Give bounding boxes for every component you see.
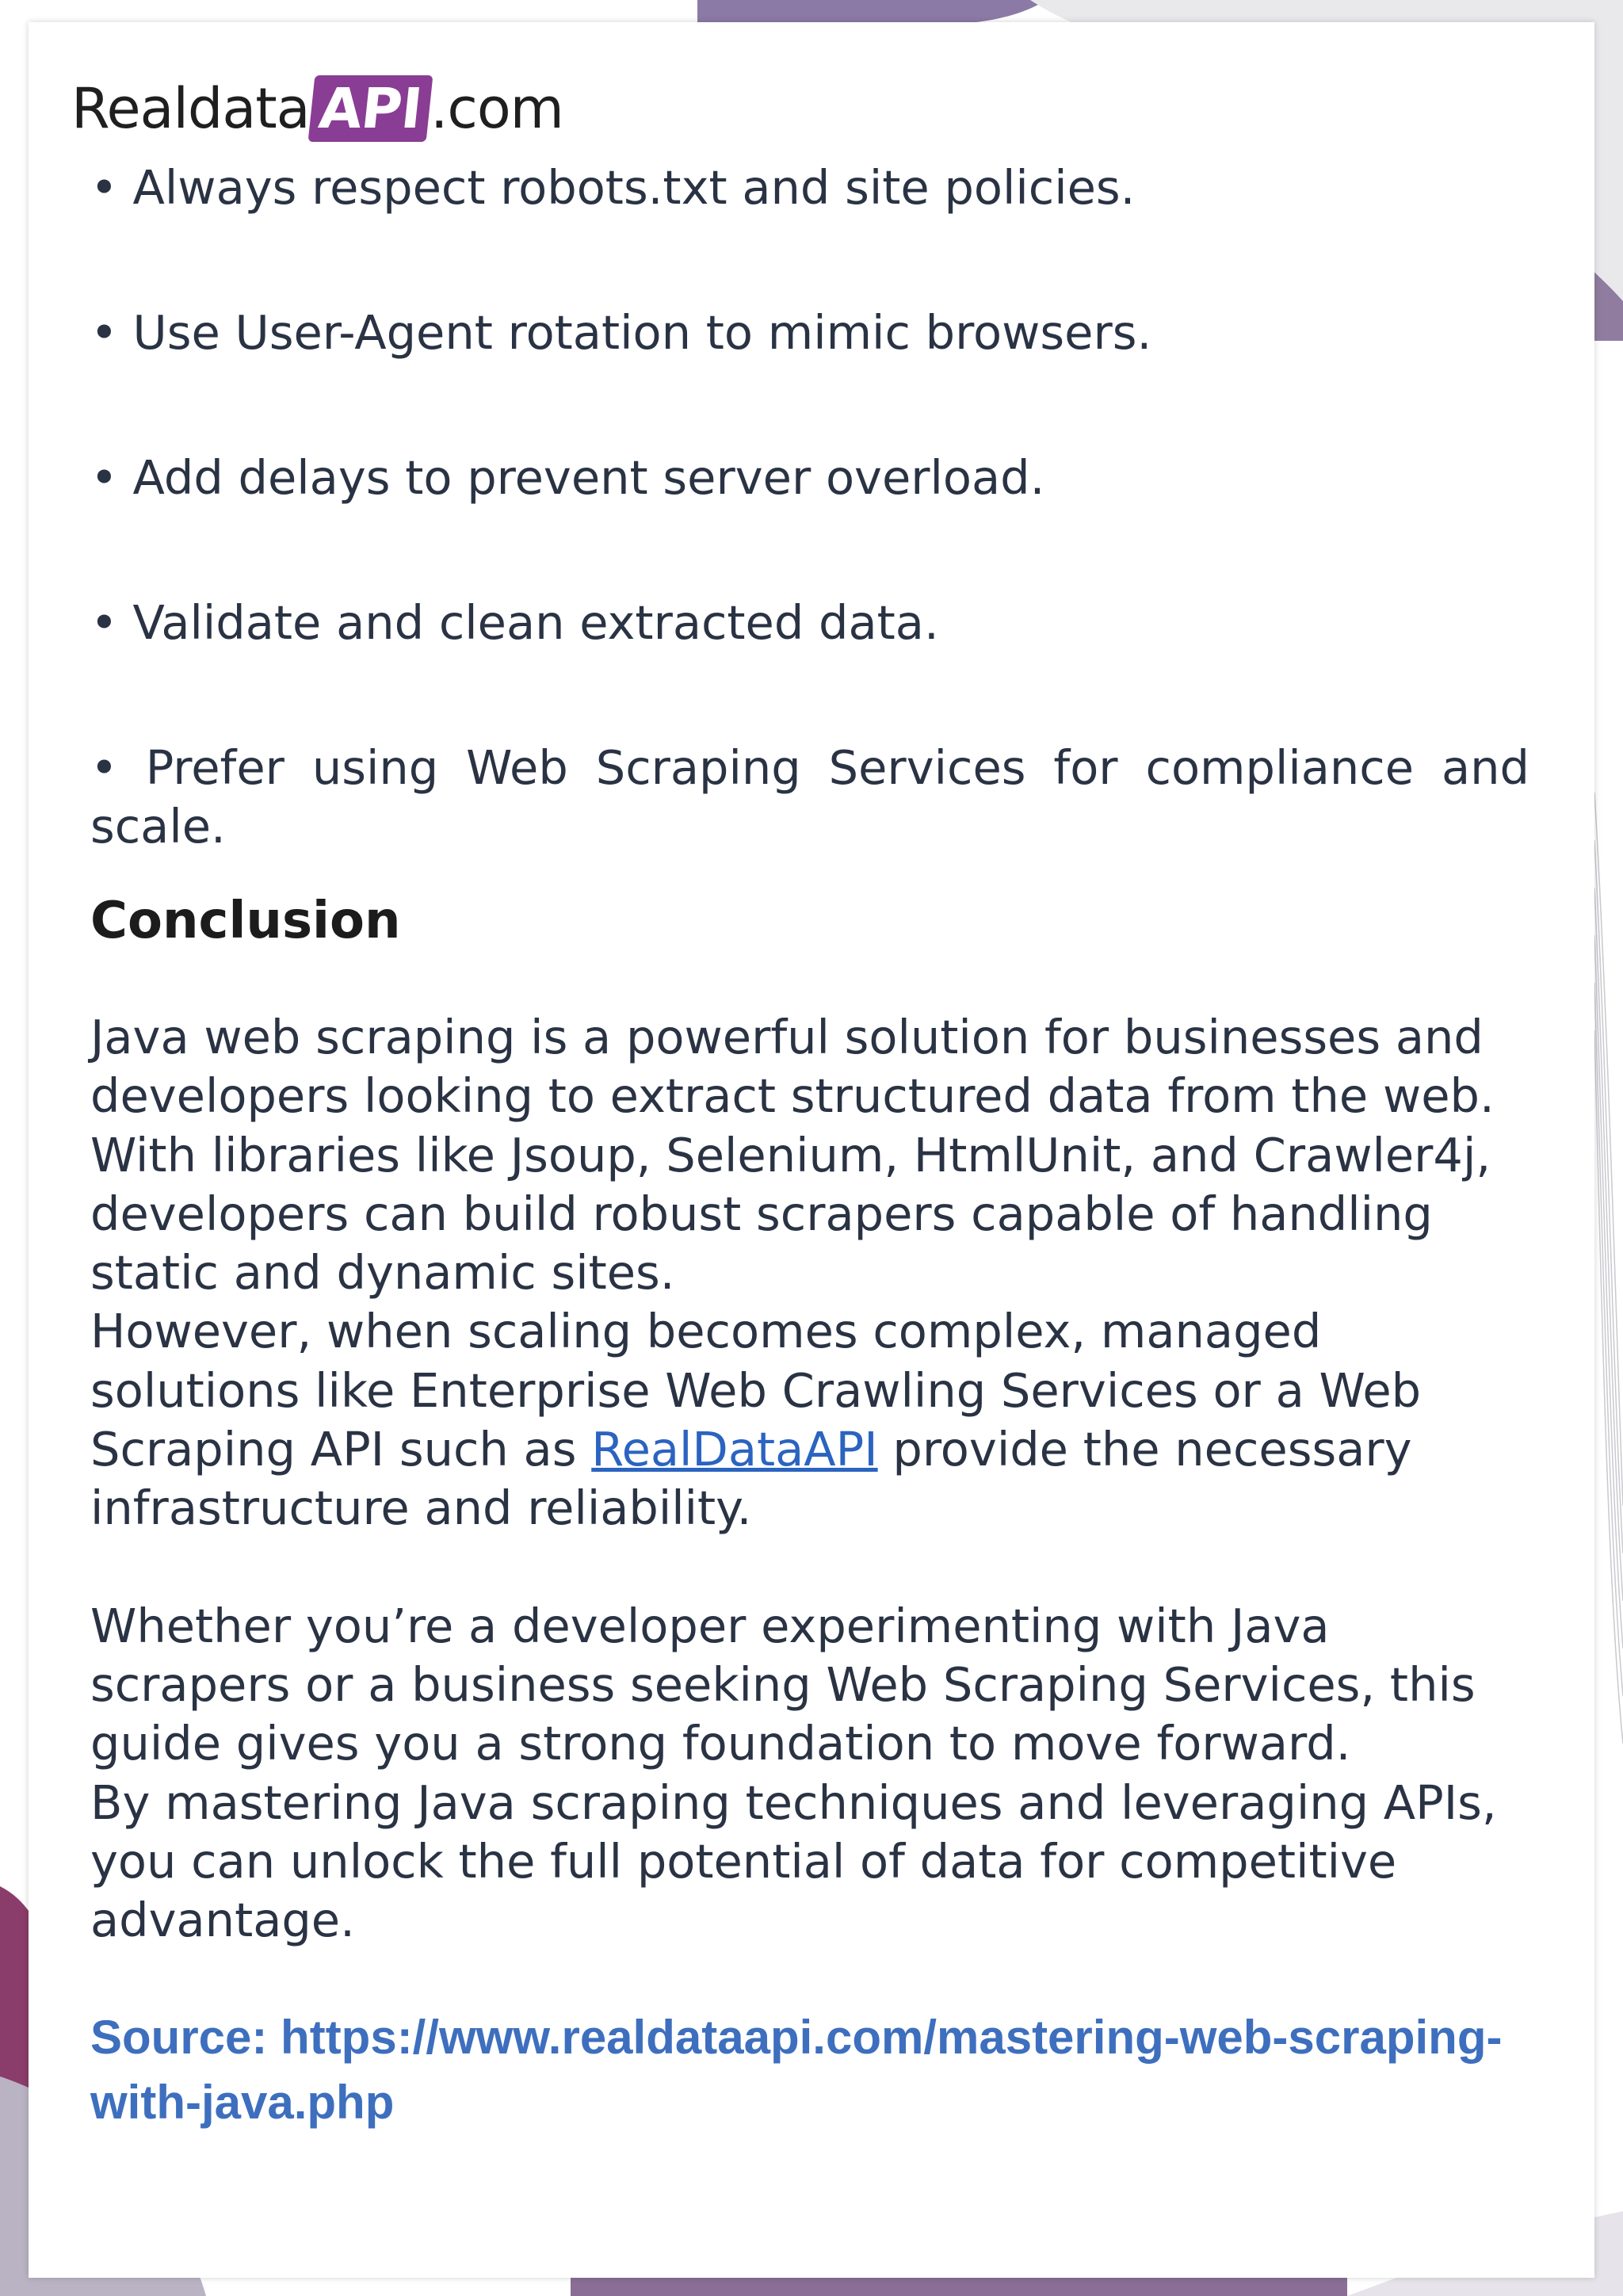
logo-api-highlight: API bbox=[307, 75, 432, 142]
conclusion-paragraph-1 bbox=[90, 1008, 1529, 1538]
source-link[interactable]: Source: https://www.realdataapi.com/mastering-web-scraping-with-java.php bbox=[90, 2011, 1503, 2130]
conclusion-paragraph-2 bbox=[90, 1597, 1529, 1950]
realdataapi-logo bbox=[71, 73, 563, 144]
paragraph-text: Java web scraping is a powerful solution for businesses and developers looking to extract structured data from the web. With libraries like Jsoup, Selenium, HtmlUnit, and Crawler4j, developers can build robust scrapers capable of handling static and dynamic sites. bbox=[90, 1010, 1495, 1301]
bullet-item: • Use User-Agent rotation to mimic browsers. bbox=[90, 305, 1152, 360]
paragraph-text: provide the necessary infrastructure and reliability. bbox=[90, 1422, 1412, 1536]
bullet-item: • Always respect robots.txt and site policies. bbox=[90, 160, 1136, 215]
paragraph-text: However, when scaling becomes complex, managed solutions like Enterprise Web Crawling Services or a Web Scraping API such as bbox=[90, 1304, 1422, 1477]
bullet-item: • Validate and clean extracted data. bbox=[90, 595, 939, 650]
paragraph-text: Whether you’re a developer experimenting with Java scrapers or a business seeking Web Scraping Services, this guide gives you a strong foundation to move forward. bbox=[90, 1598, 1476, 1771]
realdataapi-link[interactable]: RealDataAPI bbox=[591, 1422, 878, 1477]
bullet-item: • Prefer using Web Scraping Services for compliance and scale. bbox=[90, 740, 1529, 854]
bullet-item: • Add delays to prevent server overload. bbox=[90, 450, 1045, 505]
conclusion-heading: Conclusion bbox=[90, 892, 401, 950]
paragraph-text: By mastering Java scraping techniques and leveraging APIs, you can unlock the full potential of data for competitive advantage. bbox=[90, 1775, 1497, 1948]
document-body bbox=[90, 159, 1529, 2135]
logo-prefix: Realdata bbox=[71, 76, 310, 141]
logo-suffix: .com bbox=[430, 76, 563, 141]
